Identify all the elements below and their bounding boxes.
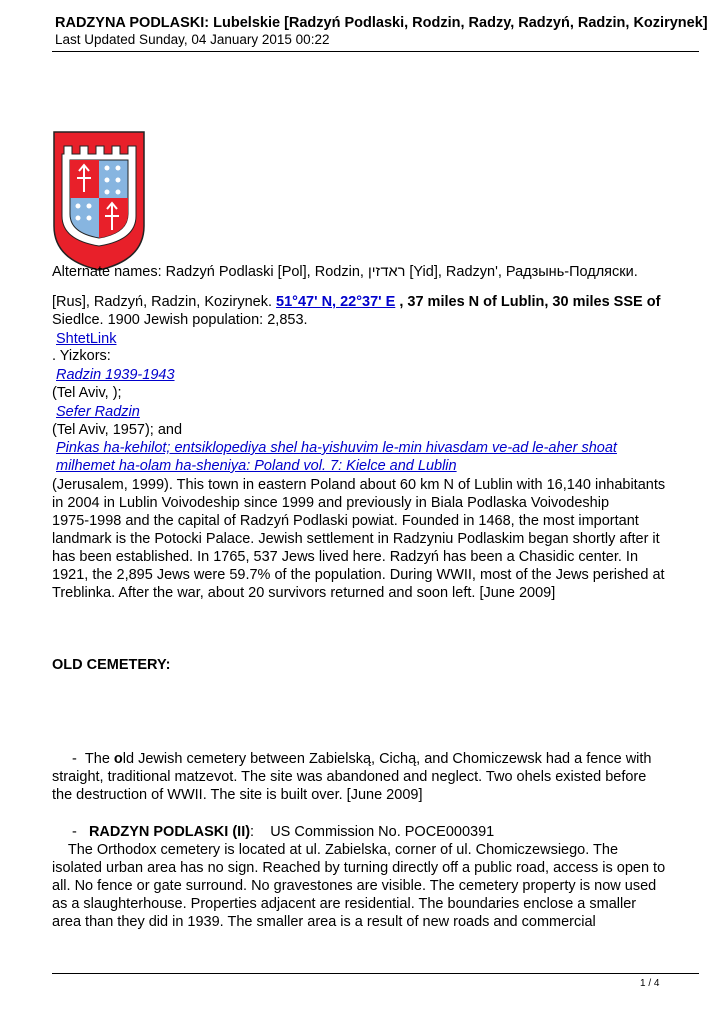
pinkas-link-line-2 bbox=[56, 457, 716, 475]
distance-info: , 37 miles N of Lublin, 30 miles SSE of bbox=[395, 294, 661, 310]
commission-text-line: The Orthodox cemetery is located at ul. Zabielska, corner of ul. Chomiczewsiego. The bbox=[52, 842, 619, 858]
history-line: (Jerusalem, 1999). This town in eastern Poland about 60 km N of Lublin with 16,140 inhabitants bbox=[52, 477, 666, 493]
shtetlink-link bbox=[56, 330, 716, 348]
yizkor-book-1 bbox=[56, 366, 716, 384]
old-cemetery-line-2: straight, traditional matzevot. The site was abandoned and neglect. Two ohels existed before bbox=[52, 769, 647, 785]
the-word: The bbox=[84, 751, 114, 767]
alternate-names-line-2 bbox=[52, 293, 712, 311]
population-line: Siedlce. 1900 Jewish population: 2,853. bbox=[52, 312, 308, 328]
pinkas-link-2[interactable]: milhemet ha-olam ha-sheniya: Poland vol. 7: Kielce and Lublin bbox=[56, 458, 457, 474]
commission-text-line: isolated urban area has no sign. Reached by turning directly off a public road, access is open to bbox=[52, 860, 666, 876]
pinkas-link-1[interactable]: Pinkas ha-kehilot; entsiklopediya shel ha-yishuvim le-min hivasdam ve-ad le-aher shoat bbox=[56, 440, 617, 456]
yizkor-book-1-link[interactable]: Radzin 1939-1943 bbox=[56, 367, 175, 383]
coat-of-arms-image bbox=[52, 130, 146, 272]
commission-text-line: area than they did in 1939. The smaller area is a result of new roads and commercial bbox=[52, 914, 596, 930]
commission-colon: : bbox=[250, 824, 255, 840]
yizkor-book-2 bbox=[56, 403, 716, 421]
bullet-dash: - bbox=[72, 751, 77, 767]
shtetlink-link-text[interactable]: ShtetLink bbox=[56, 331, 117, 347]
commission-text-line: all. No fence or gate surround. No gravestones are visible. The cemetery property is now used bbox=[52, 878, 657, 894]
alternate-names-continued: [Rus], Radzyń, Radzin, Kozirynek. bbox=[52, 294, 277, 310]
coordinates-link[interactable]: 51°47' N, 22°37' E bbox=[276, 294, 396, 310]
yizkor-book-2-publication: (Tel Aviv, 1957); and bbox=[52, 422, 183, 438]
history-line: 1975-1998 and the capital of Radzyń Podlaski powiat. Founded in 1468, the most important bbox=[52, 513, 639, 529]
commission-text-line: as a slaughterhouse. Properties adjacent are residential. The boundaries enclose a smaller bbox=[52, 896, 637, 912]
bullet-dash: - bbox=[72, 824, 77, 840]
old-cemetery-line-1 bbox=[72, 750, 725, 768]
bold-letter-o: o bbox=[113, 751, 123, 767]
yizkor-book-2-link[interactable]: Sefer Radzin bbox=[56, 404, 140, 420]
commission-number: US Commission No. POCE000391 bbox=[270, 824, 495, 840]
history-line: has been established. In 1765, 537 Jews lived here. Radzyń has been a Chasidic center. In bbox=[52, 549, 639, 565]
alternate-names-line: Alternate names: Radzyń Podlaski [Pol], Rodzin, ראדזין [Yid], Radzyn', Радзынь-Подляски. bbox=[52, 264, 638, 280]
history-line: 1921, the 2,895 Jews were 59.7% of the population. During WWII, most of the Jews perished at bbox=[52, 567, 665, 583]
old-cemetery-heading: OLD CEMETERY: bbox=[52, 657, 171, 673]
old-cemetery-line-3: the destruction of WWII. The site is built over. [June 2009] bbox=[52, 787, 423, 803]
footer-divider bbox=[52, 973, 699, 974]
commission-entry-line bbox=[72, 823, 725, 841]
commission-site-name: RADZYN PODLASKI (II) bbox=[88, 824, 251, 840]
document-header-title: RADZYNA PODLASKI: Lubelskie [Radzyń Podlaski, Rodzin, Radzy, Radzyń, Radzin, Kozirynek] bbox=[55, 15, 708, 31]
history-line: Treblinka. After the war, about 20 survivors returned and soon left. [June 2009] bbox=[52, 585, 556, 601]
last-updated-date: Last Updated Sunday, 04 January 2015 00:22 bbox=[55, 32, 330, 47]
old-cemetery-text: ld Jewish cemetery between Zabielską, Cichą, and Chomiczewsk had a fence with bbox=[122, 751, 652, 767]
header-divider bbox=[52, 51, 699, 52]
history-line: landmark is the Potocki Palace. Jewish settlement in Radzyniu Podlaskim began shortly after it bbox=[52, 531, 660, 547]
page-number: 1 / 4 bbox=[640, 978, 660, 989]
yizkors-label: . Yizkors: bbox=[52, 348, 111, 364]
pinkas-link-line-1 bbox=[56, 439, 716, 457]
yizkor-book-1-publication: (Tel Aviv, ); bbox=[52, 385, 122, 401]
history-line: in 2004 in Lublin Voivodeship since 1999 and previously in Biala Podlaska Voivodeship bbox=[52, 495, 610, 511]
